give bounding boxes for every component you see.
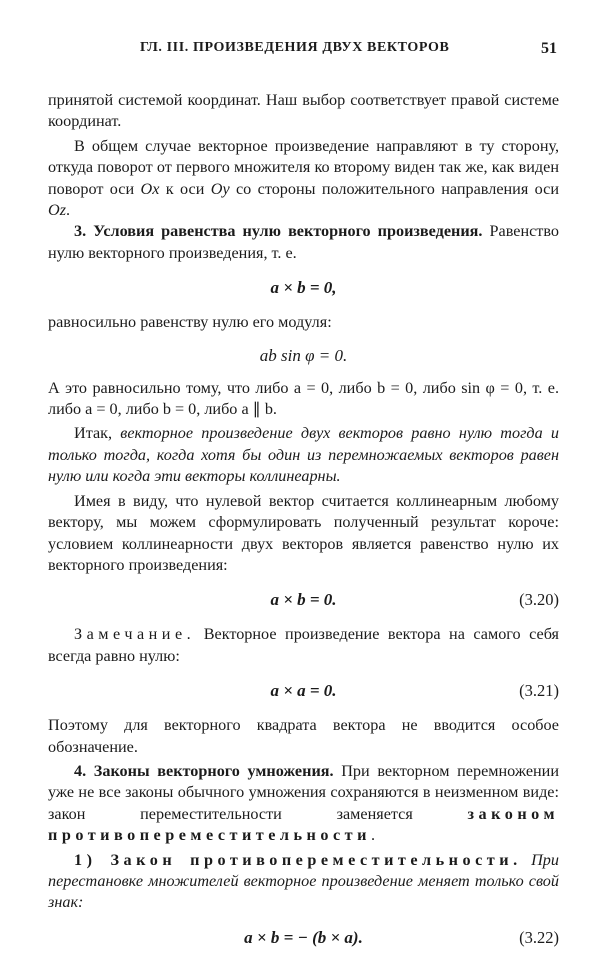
text-run: со стороны положительного направления оси xyxy=(229,179,559,198)
paragraph-remark xyxy=(48,624,559,667)
equation-3-21 xyxy=(48,680,559,702)
law-1-heading: 1) Закон противопереместительности. xyxy=(74,850,522,869)
section-4-text: При векторном перемножении уже не все законы обычного умножения сохраняются в неизменном виде: закон переместительности заменяется xyxy=(48,761,559,823)
anti-commutativity-term: законом противопереместительности xyxy=(48,804,559,845)
paragraph-direction xyxy=(48,136,559,222)
equation-3-22 xyxy=(48,927,559,949)
section-3-text: Равенство нулю векторного произведения, т. е. xyxy=(48,222,559,262)
page-number: 51 xyxy=(541,40,557,57)
text-run: . xyxy=(66,201,71,220)
paragraph-collinearity: Имея в виду, что нулевой вектор считается коллинеарным любому вектору, мы можем сформулировать полученный результат короче: условием коллинеарности двух векторов является равенство нулю их векторного произведения: xyxy=(48,491,559,574)
paragraph-theorem xyxy=(48,423,559,487)
text-run: Итак, xyxy=(74,424,121,443)
section-4-heading: 4. Законы векторного умножения. xyxy=(74,761,334,780)
equation-number: (3.22) xyxy=(519,927,559,947)
paragraph-modulus: равносильно равенству нулю его модуля: xyxy=(48,313,332,332)
equation-3-20 xyxy=(48,589,559,611)
formula-text: a × b = 0, xyxy=(270,278,337,298)
equation-formula: a × a = 0. xyxy=(270,681,337,701)
page-body xyxy=(48,90,559,962)
section-3-heading: 3. Условия равенства нулю векторного произведения. xyxy=(74,222,483,241)
section-3 xyxy=(48,221,559,264)
equation-number: (3.20) xyxy=(519,590,559,610)
equation-number: (3.21) xyxy=(519,681,559,701)
section-4 xyxy=(48,761,559,847)
running-head: ГЛ. III. ПРОИЗВЕДЕНИЯ ДВУХ ВЕКТОРОВ xyxy=(140,40,450,55)
paragraph-coordinate-system: принятой системой координат. Наш выбор соответствует правой системе координат. xyxy=(48,91,559,131)
law-1-text: При перестановке множителей векторное произведение меняет только свой знак: xyxy=(48,850,559,912)
text-run: . xyxy=(370,826,375,845)
axis-oz: Oz xyxy=(48,201,66,220)
remark-text: Векторное произведение вектора на самого себя всегда равно нулю: xyxy=(48,625,559,665)
paragraph-equivalence: А это равносильно тому, что либо a = 0, либо b = 0, либо sin φ = 0, т. е. либо a = 0, либо b = 0, либо a ∥ b. xyxy=(48,378,559,419)
axis-ox: Ox xyxy=(140,179,160,198)
equation-formula: a × b = − (b × a). xyxy=(244,927,363,947)
theorem-statement: векторное произведение двух векторов равно нулю тогда и только тогда, когда хотя бы один из перемножаемых векторов равен нулю или когда эти векторы коллинеарны. xyxy=(48,424,560,486)
text-run: В общем случае векторное произведение направляют в ту сторону, откуда поворот от первого множителя ко второму виден так же, как виден поворот оси xyxy=(48,136,559,198)
formula-text: ab sin φ = 0. xyxy=(259,345,348,365)
law-1 xyxy=(48,850,559,914)
remark-label: Замечание. xyxy=(74,625,196,644)
paragraph-vector-square: Поэтому для векторного квадрата вектора не вводится особое обозначение. xyxy=(48,716,559,756)
text-run: к оси xyxy=(159,179,211,198)
equation-formula: a × b = 0. xyxy=(270,590,337,610)
formula-ab-zero xyxy=(48,277,559,299)
page-header xyxy=(0,40,607,64)
axis-oy: Oy xyxy=(210,179,230,198)
formula-ab-sin xyxy=(48,345,559,367)
